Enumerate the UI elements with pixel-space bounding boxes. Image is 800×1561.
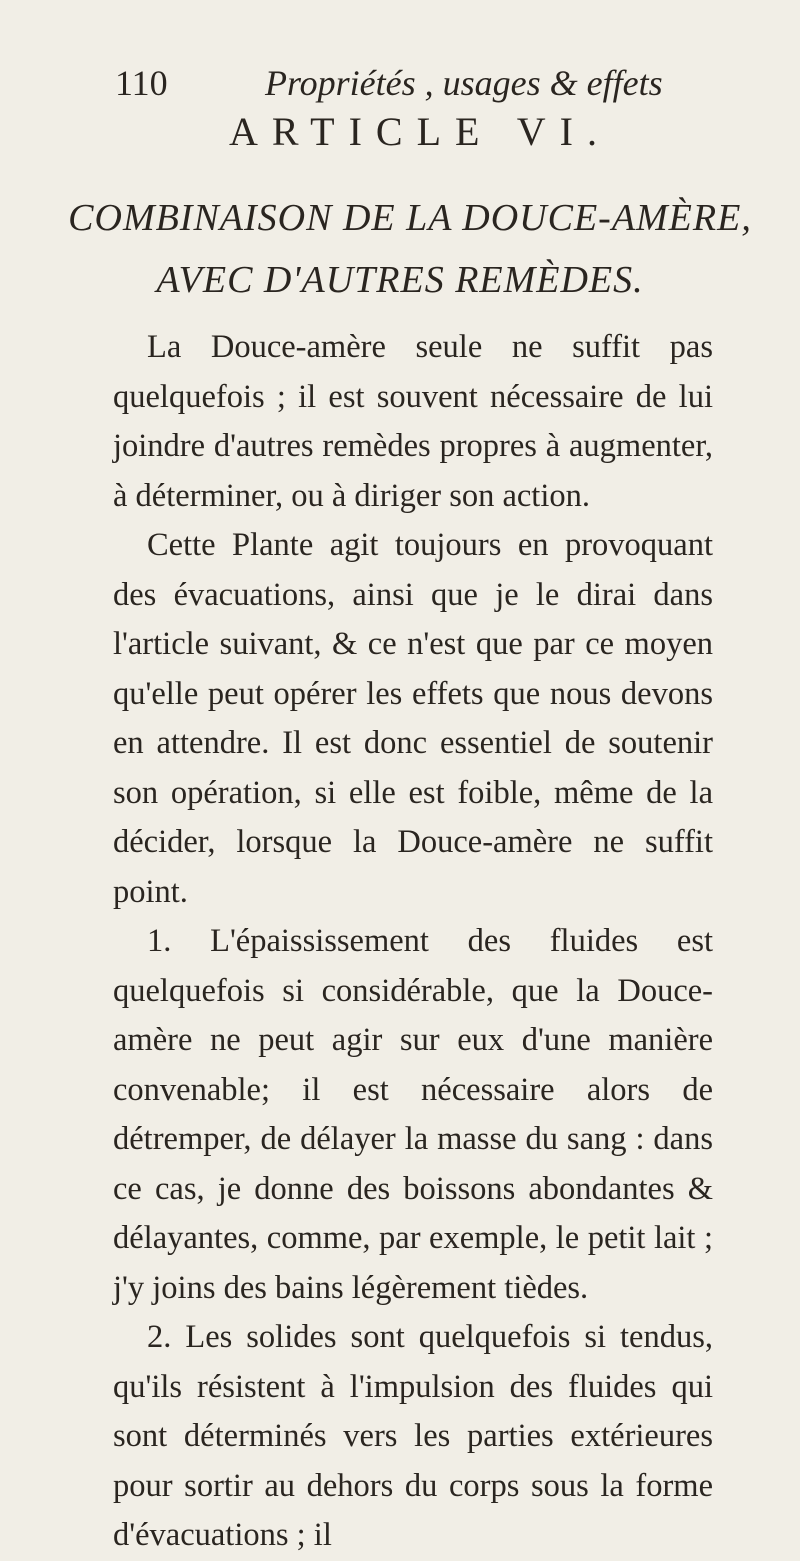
article-heading: ARTICLE VI. — [229, 109, 611, 154]
paragraph-4: 2. Les solides sont quelquefois si tendus, qu'ils résistent à l'impulsion des fluides qui sont déterminés vers les parties extérieures pour sortir au dehors du corps sous la forme d'évacuations ; il — [113, 1319, 713, 1553]
section-title-line-1: COMBINAISON DE LA DOUCE-AMÈRE, — [68, 197, 752, 239]
body-text — [113, 323, 713, 1561]
section-title-line-2: AVEC D'AUTRES REMÈDES. — [156, 259, 644, 301]
paragraph-2: Cette Plante agit toujours en provoquant des évacuations, ainsi que je le dirai dans l'article suivant, & ce n'est que par ce moyen qu'elle peut opérer les effets que nous devons en attendre. Il est donc essentiel de soutenir son opération, si elle est foible, même de la décider, lorsque la Douce-amère ne suffit point. — [113, 527, 713, 910]
paragraph-1: La Douce-amère seule ne suffit pas quelquefois ; il est souvent nécessaire de lui joindre d'autres remèdes propres à augmenter, à déterminer, ou à diriger son action. — [113, 329, 713, 514]
running-title: Propriétés , usages & effets — [265, 63, 663, 103]
running-head — [115, 62, 715, 110]
page-number: 110 — [115, 63, 168, 103]
paragraph-3: 1. L'épaississement des fluides est quelquefois si considérable, que la Douce-amère ne peut agir sur eux d'une manière convenable; il est nécessaire alors de détremper, de délayer la masse du sang : dans ce cas, je donne des boissons abondantes & délayantes, comme, par exemple, le petit lait ; j'y joins des bains légèrement tièdes. — [113, 923, 713, 1306]
